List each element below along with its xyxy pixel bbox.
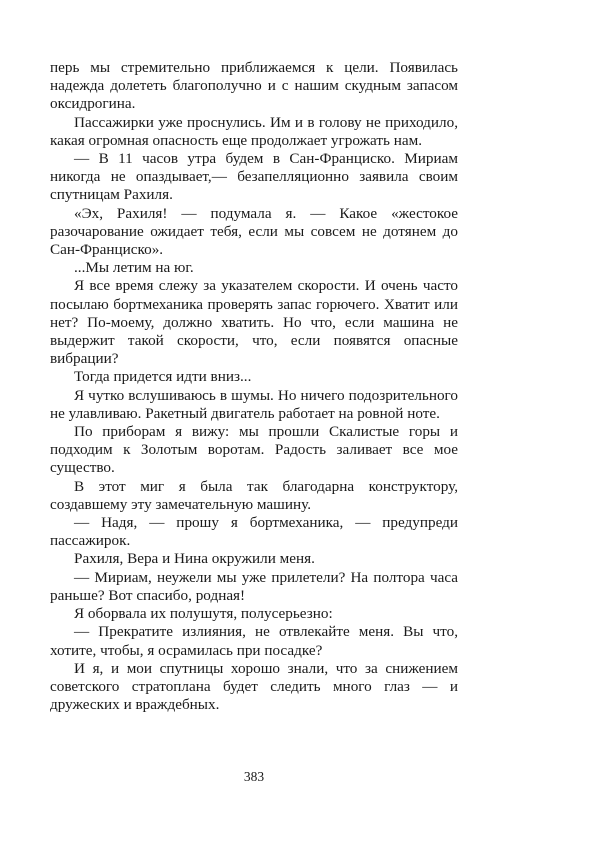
paragraph-13: — Мириам, неужели мы уже прилетели? На полтора часа раньше? Вот спасибо, родная! <box>50 568 458 604</box>
paragraph-12: Рахиля, Вера и Нина окружили меня. <box>74 550 315 568</box>
paragraph-16: И я, и мои спутницы хорошо знали, что за снижением советского стратоплана будет следить много глаз — и дружеских и враждебных. <box>50 659 458 714</box>
paragraph-11: — Надя, — прошу я бортмеханика, — предупреди пассажирок. <box>50 514 458 550</box>
paragraph-8: Я чутко вслушиваюсь в шумы. Но ничего подозрительного не улавливаю. Ракетный двигатель работает на ровной ноте. <box>50 386 458 422</box>
paragraph-3: — В 11 часов утра будем в Сан-Франциско. Мириам никогда не опаздывает,— безапелляционно заявила своим спутницам Рахиля. <box>50 150 458 204</box>
paragraph-7: Тогда придется идти вниз... <box>74 368 252 386</box>
paragraph-14: Я оборвала их полушутя, полусерьезно: <box>74 605 333 623</box>
paragraph-5: ...Мы летим на юг. <box>74 259 194 277</box>
paragraph-6: Я все время слежу за указателем скорости. И очень часто посылаю бортмеханика проверять запас горючего. Хватит или нет? По-моему, должно хватить. Но что, если машина не выдержит такой скорости, что, если появятся опасные вибрации? <box>50 277 458 368</box>
paragraph-1: перь мы стремительно приближаемся к цели. Появилась надежда долететь благополучно и с нашим скудным запасом оксидрогина. <box>50 59 458 113</box>
paragraph-2: Пассажирки уже проснулись. Им и в голову не приходило, какая огромная опасность еще продолжает угрожать нам. <box>50 113 458 149</box>
paragraph-4: «Эх, Рахиля! — подумала я. — Какое «жестокое разочарование ожидает тебя, если мы совсем не дотянем до Сан-Франциско». <box>50 204 458 259</box>
paragraph-9: По приборам я вижу: мы прошли Скалистые горы и подходим к Золотым воротам. Радость заливает все мое существо. <box>50 423 458 477</box>
page-number: 383 <box>243 769 265 784</box>
paragraph-10: В этот миг я была так благодарна конструктору, создавшему эту замечательную машину. <box>50 477 458 513</box>
paragraph-15: — Прекратите излияния, не отвлекайте меня. Вы что, хотите, чтобы, я осрамилась при посадке? <box>50 623 458 659</box>
page-body <box>50 59 458 714</box>
